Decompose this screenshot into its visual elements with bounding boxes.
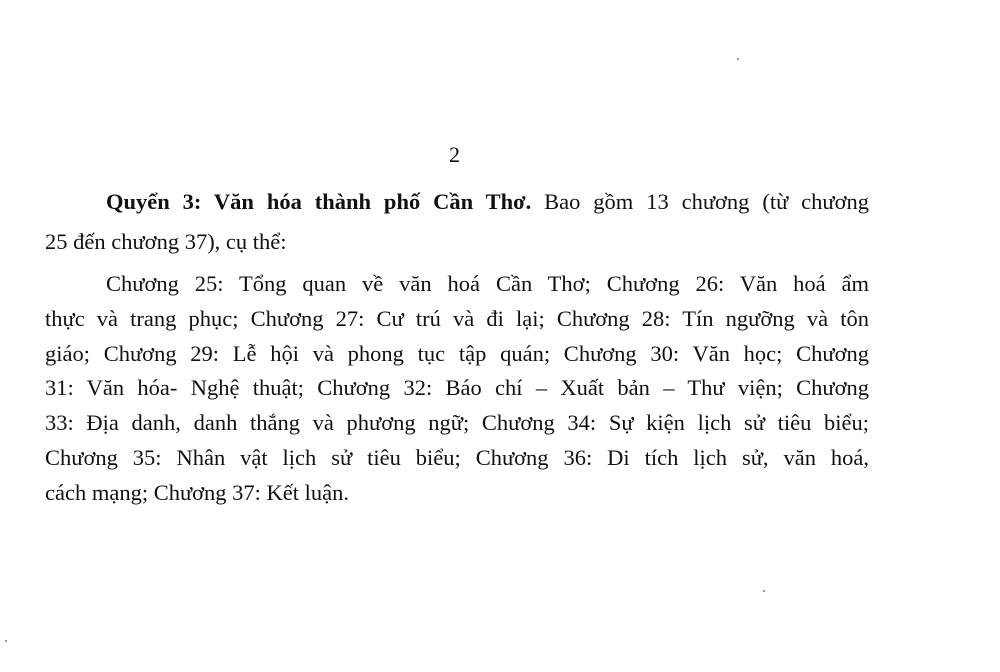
scan-speck (5, 640, 7, 642)
scan-speck (737, 58, 739, 60)
page-number: 2 (449, 142, 460, 167)
body-line-3: giáo; Chương 29: Lễ hội và phong tục tập quán; Chương 30: Văn học; Chương (45, 341, 869, 366)
body-line-2: thực và trang phục; Chương 27: Cư trú và đi lại; Chương 28: Tín ngưỡng và tôn (45, 306, 869, 331)
body-line-7: cách mạng; Chương 37: Kết luận. (45, 480, 350, 505)
body-line-1: Chương 25: Tổng quan về văn hoá Cần Thơ; Chương 26: Văn hoá ẩm (106, 271, 869, 296)
volume-description: Bao gồm 13 chương (từ chương (531, 189, 870, 214)
heading-line-1 (106, 185, 869, 219)
body-line-4: 31: Văn hóa- Nghệ thuật; Chương 32: Báo chí – Xuất bản – Thư viện; Chương (45, 375, 869, 400)
volume-title: Quyển 3: Văn hóa thành phố Cần Thơ. (106, 189, 532, 214)
scan-speck (763, 590, 765, 592)
body-line-5: 33: Địa danh, danh thắng và phương ngữ; Chương 34: Sự kiện lịch sử tiêu biểu; (45, 410, 869, 435)
body-line-6: Chương 35: Nhân vật lịch sử tiêu biểu; Chương 36: Di tích lịch sử, văn hoá, (45, 445, 869, 470)
heading-line-2: 25 đến chương 37), cụ thể: (45, 229, 287, 254)
